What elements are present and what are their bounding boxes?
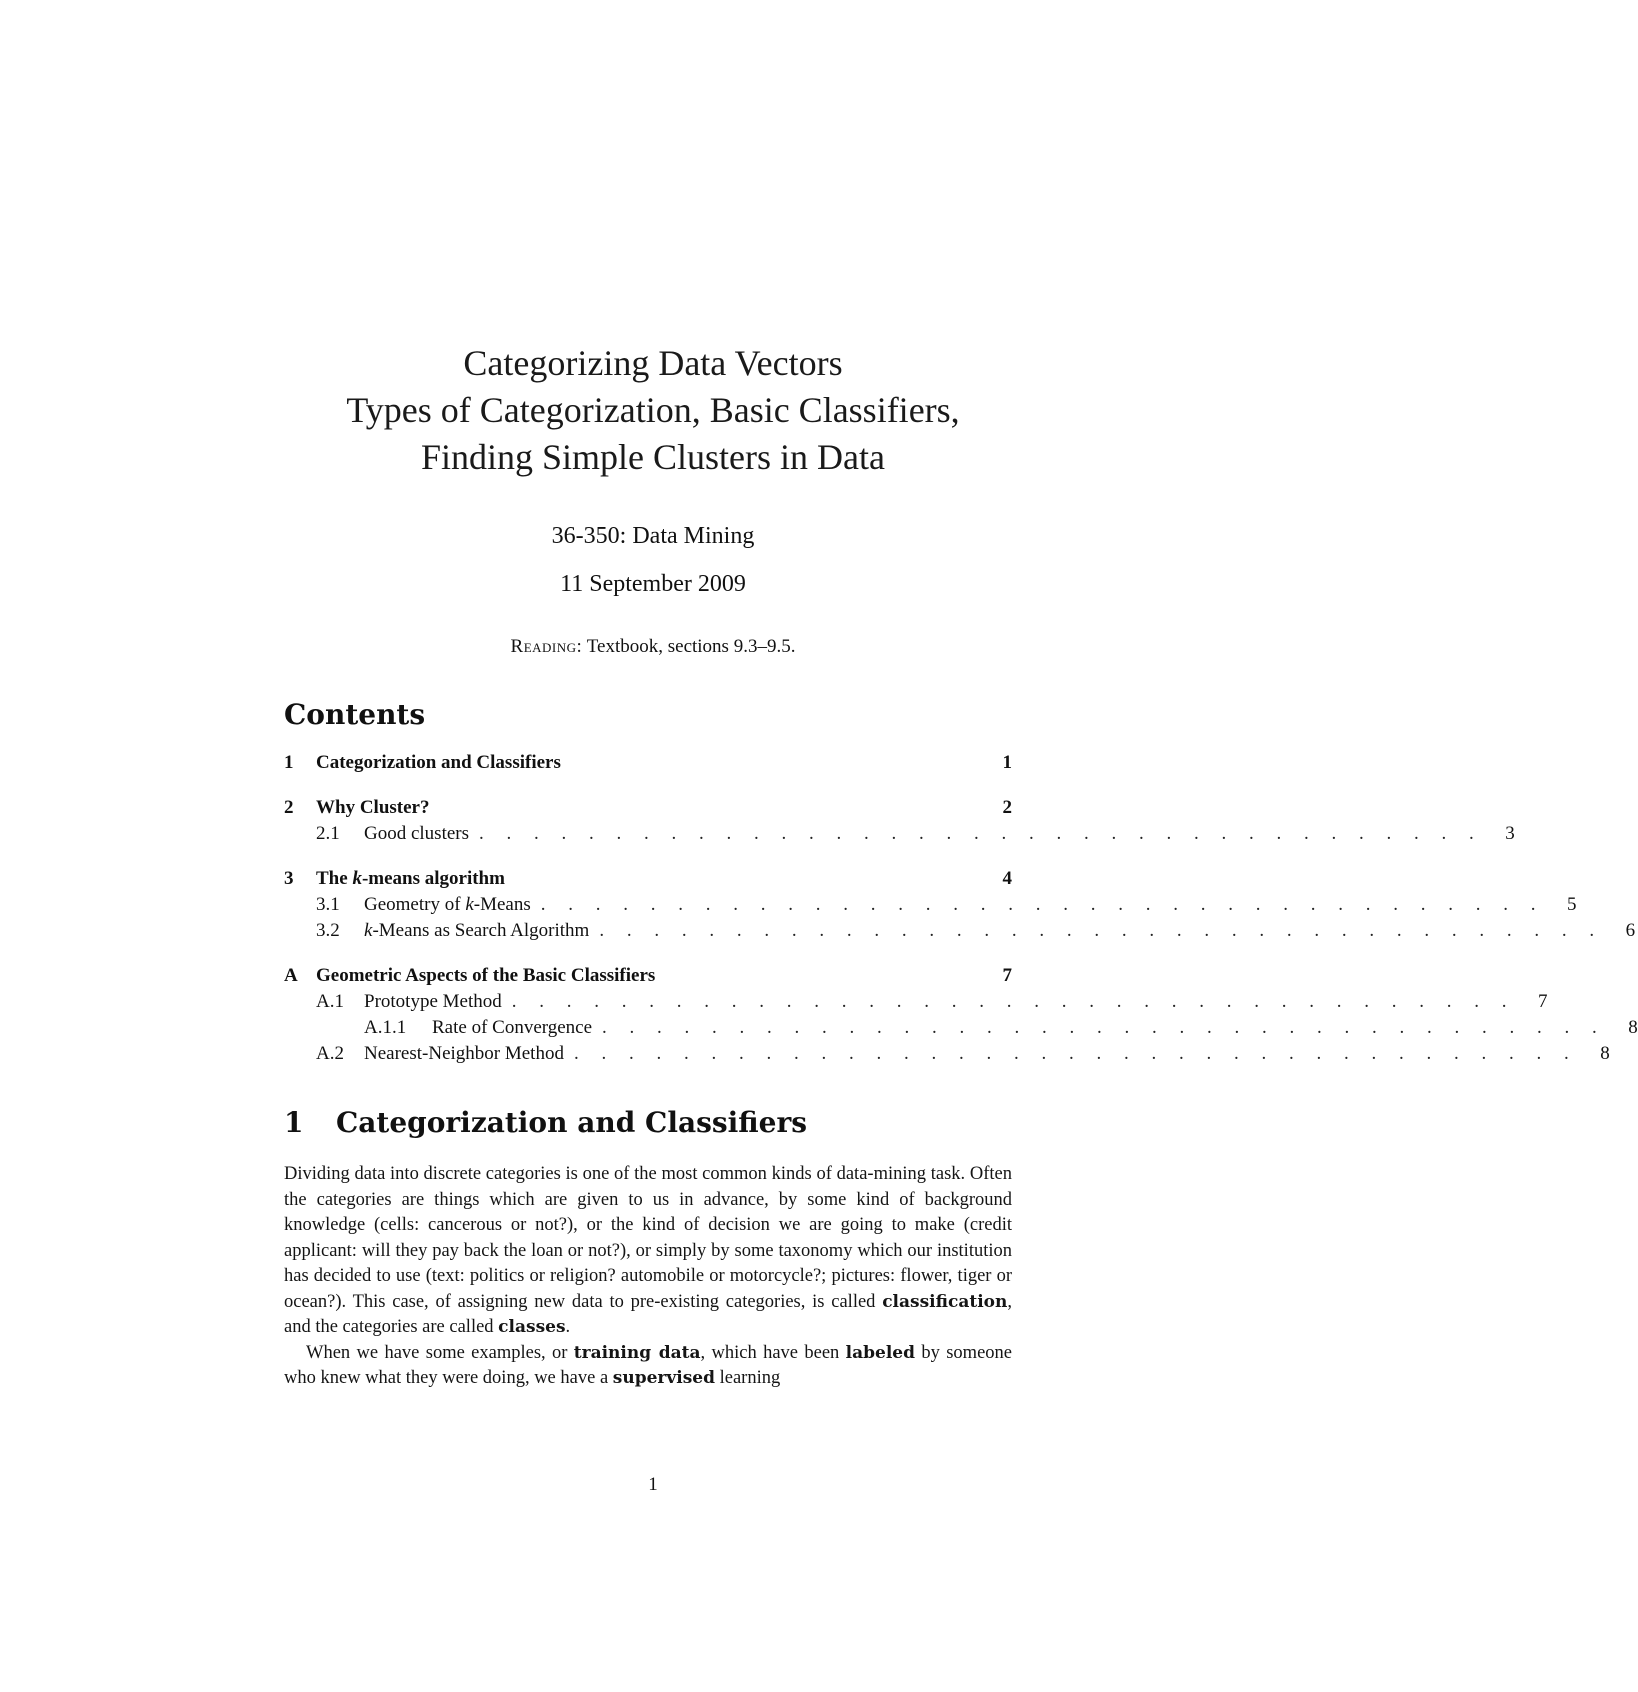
reading-text: Textbook, sections 9.3–9.5. bbox=[586, 636, 796, 657]
reading-label: Reading: bbox=[510, 636, 583, 657]
toc-page: 7 bbox=[1002, 965, 1012, 986]
toc-number: 2 bbox=[284, 797, 294, 818]
term-labeled: labeled bbox=[845, 1342, 916, 1363]
toc-page: 8 bbox=[1600, 1043, 1610, 1064]
toc-page: 1 bbox=[1002, 752, 1012, 773]
toc-number: 3.2 bbox=[316, 920, 340, 941]
toc-page: 6 bbox=[1625, 920, 1636, 941]
toc-number: A.2 bbox=[316, 1043, 344, 1064]
section-number: 1 bbox=[284, 1106, 304, 1139]
paragraph: When we have some examples, or training data, which have been labeled by someone who knew what they were doing, we have a supervised learning bbox=[284, 1342, 1012, 1388]
toc-title: Geometric Aspects of the Basic Classifiers bbox=[316, 965, 656, 986]
section-heading bbox=[284, 1106, 807, 1139]
toc-title: Geometry of k-Means bbox=[364, 894, 531, 915]
term-supervised: supervised bbox=[612, 1368, 715, 1388]
toc-entry[interactable] bbox=[284, 821, 1515, 847]
toc-leader-dots: . . . . . . . . . . . . . . . . . . . . . . . . . . . . . . . . . . . . . bbox=[540, 894, 1545, 915]
toc-entry[interactable] bbox=[284, 918, 1636, 944]
toc-page: 5 bbox=[1566, 894, 1577, 915]
reading-note bbox=[0, 636, 1306, 658]
toc-entry[interactable] bbox=[284, 1041, 1610, 1067]
toc-title: Prototype Method bbox=[364, 991, 502, 1012]
toc-number: A.1 bbox=[316, 991, 344, 1012]
paragraph: Dividing data into discrete categories is one of the most common kinds of data-mining task. Often the categories are things which are given to us in advance, by some kind of background knowledge (cells: cancerous or not?), or the kind of decision we are going to make (credit applicant: will they pay back the loan or not?), or simply by some taxonomy which our institution has decided to use (text: politics or religion? automobile or motorcycle?; pictures: flower, tiger or ocean?). This case, of assigning new data to pre-existing categories, is called classification, and the categories are called classes. bbox=[284, 1164, 1012, 1337]
toc-page: 2 bbox=[1002, 797, 1012, 818]
course-name: 36-350: Data Mining bbox=[551, 523, 755, 549]
toc-title: k-Means as Search Algorithm bbox=[364, 920, 590, 941]
toc-title: Rate of Convergence bbox=[432, 1017, 593, 1038]
section-body bbox=[284, 1162, 1012, 1392]
toc-title: Good clusters bbox=[364, 823, 470, 844]
toc-title: Why Cluster? bbox=[316, 797, 430, 818]
toc-title: The k-means algorithm bbox=[316, 868, 505, 889]
contents-heading: Contents bbox=[284, 698, 426, 731]
toc-page: 4 bbox=[1002, 868, 1012, 889]
toc-leader-dots: . . . . . . . . . . . . . . . . . . . . . . . . . . . . . . . . . . . . . bbox=[573, 1043, 1578, 1064]
toc-number: 1 bbox=[284, 752, 294, 773]
toc-leader-dots: . . . . . . . . . . . . . . . . . . . . . . . . . . . . . . . . . . . . . bbox=[511, 991, 1516, 1012]
toc-title: Categorization and Classifiers bbox=[316, 752, 561, 773]
toc-entry[interactable] bbox=[284, 989, 1548, 1015]
toc-page: 3 bbox=[1505, 823, 1515, 844]
toc-leader-dots: . . . . . . . . . . . . . . . . . . . . . . . . . . . . . . . . . . . . . bbox=[479, 823, 1483, 844]
title-line-3: Finding Simple Clusters in Data bbox=[421, 437, 885, 477]
section-title: Categorization and Classifiers bbox=[336, 1106, 807, 1139]
term-classes: classes bbox=[498, 1317, 566, 1337]
toc-number: 3 bbox=[284, 868, 294, 889]
toc-number: 3.1 bbox=[316, 894, 340, 915]
page-number: 1 bbox=[648, 1474, 658, 1495]
toc-page: 8 bbox=[1628, 1017, 1638, 1038]
toc-title: Nearest-Neighbor Method bbox=[364, 1043, 564, 1064]
document-date: 11 September 2009 bbox=[560, 571, 746, 597]
term-training-data: training data bbox=[573, 1342, 701, 1363]
toc-entry[interactable] bbox=[284, 866, 1012, 892]
title-line-2: Types of Categorization, Basic Classifiers, bbox=[346, 390, 960, 430]
toc-page: 7 bbox=[1538, 991, 1548, 1012]
toc-entry[interactable] bbox=[284, 892, 1577, 918]
term-classification: classification bbox=[882, 1291, 1008, 1312]
toc-leader-dots: . . . . . . . . . . . . . . . . . . . . . . . . . . . . . . . . . . . . . bbox=[602, 1017, 1606, 1038]
toc-leader-dots: . . . . . . . . . . . . . . . . . . . . . . . . . . . . . . . . . . . . . bbox=[599, 920, 1604, 941]
toc-entry[interactable] bbox=[284, 750, 1012, 776]
toc-number: 2.1 bbox=[316, 823, 340, 844]
title-block bbox=[0, 340, 1306, 599]
toc-number: A.1.1 bbox=[364, 1017, 407, 1038]
toc-entry[interactable] bbox=[284, 963, 1012, 989]
toc-entry[interactable] bbox=[284, 1015, 1638, 1041]
toc-number: A bbox=[284, 965, 298, 986]
table-of-contents bbox=[284, 750, 1638, 1067]
toc-entry[interactable] bbox=[284, 795, 1012, 821]
title-line-1: Categorizing Data Vectors bbox=[463, 343, 843, 383]
